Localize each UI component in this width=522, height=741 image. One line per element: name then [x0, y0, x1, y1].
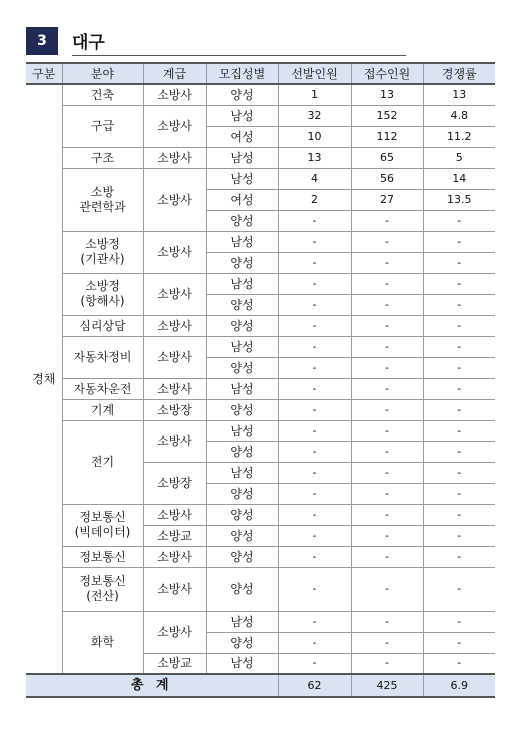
applied-cell: - — [351, 252, 423, 273]
applied-cell: - — [351, 462, 423, 483]
section-header — [26, 27, 406, 57]
field-cell: 자동차운전 — [62, 378, 143, 399]
ratio-cell: - — [423, 399, 495, 420]
selected-cell: - — [278, 611, 351, 632]
ratio-cell: - — [423, 653, 495, 674]
applied-cell: - — [351, 273, 423, 294]
ratio-cell: - — [423, 441, 495, 462]
table-header-row — [26, 63, 495, 84]
grade-cell: 소방사 — [143, 336, 206, 378]
selected-cell: - — [278, 483, 351, 504]
field-line-1: 소방정 — [85, 279, 120, 293]
table-row — [26, 231, 495, 252]
gender-cell: 남성 — [206, 105, 278, 126]
applied-cell: - — [351, 378, 423, 399]
header-applied: 접수인원 — [351, 63, 423, 84]
header-field: 분야 — [62, 63, 143, 84]
gender-cell: 양성 — [206, 441, 278, 462]
field-line-2: (빅데이터) — [74, 525, 131, 539]
applied-cell: - — [351, 483, 423, 504]
table-row — [26, 147, 495, 168]
ratio-cell: 5 — [423, 147, 495, 168]
total-row — [26, 674, 495, 697]
applied-cell: 27 — [351, 189, 423, 210]
category-cell: 경채 — [26, 84, 62, 674]
gender-cell: 남성 — [206, 147, 278, 168]
gender-cell: 양성 — [206, 357, 278, 378]
gender-cell: 남성 — [206, 273, 278, 294]
header-gender: 모집성별 — [206, 63, 278, 84]
field-line-2: (전산) — [86, 589, 119, 603]
field-line-1: 정보통신 — [79, 574, 126, 588]
table-row — [26, 504, 495, 525]
gender-cell: 양성 — [206, 84, 278, 105]
field-cell — [62, 567, 143, 611]
grade-cell: 소방사 — [143, 420, 206, 462]
table-row — [26, 168, 495, 189]
table-row — [26, 546, 495, 567]
selected-cell: - — [278, 567, 351, 611]
ratio-cell: - — [423, 420, 495, 441]
gender-cell: 남성 — [206, 462, 278, 483]
grade-cell: 소방사 — [143, 105, 206, 147]
selected-cell: - — [278, 632, 351, 653]
ratio-cell: - — [423, 336, 495, 357]
grade-cell: 소방사 — [143, 147, 206, 168]
field-line-1: 소방정 — [85, 237, 120, 251]
ratio-cell: - — [423, 567, 495, 611]
ratio-cell: 13 — [423, 84, 495, 105]
field-cell: 건축 — [62, 84, 143, 105]
field-cell: 전기 — [62, 420, 143, 504]
grade-cell: 소방사 — [143, 84, 206, 105]
field-line-2: (기관사) — [80, 252, 125, 266]
selected-cell: - — [278, 252, 351, 273]
total-selected: 62 — [278, 674, 351, 697]
grade-cell: 소방사 — [143, 567, 206, 611]
table-row — [26, 105, 495, 126]
gender-cell: 양성 — [206, 294, 278, 315]
ratio-cell: - — [423, 252, 495, 273]
selected-cell: 1 — [278, 84, 351, 105]
selected-cell: - — [278, 504, 351, 525]
field-cell — [62, 231, 143, 273]
gender-cell: 남성 — [206, 611, 278, 632]
applied-cell: - — [351, 567, 423, 611]
table-row — [26, 420, 495, 441]
gender-cell: 남성 — [206, 378, 278, 399]
field-line-1: 소방 — [90, 184, 115, 199]
selected-cell: - — [278, 420, 351, 441]
ratio-cell: - — [423, 546, 495, 567]
header-category: 구분 — [26, 63, 62, 84]
ratio-cell: - — [423, 525, 495, 546]
grade-cell: 소방교 — [143, 653, 206, 674]
ratio-cell: - — [423, 294, 495, 315]
field-cell — [62, 273, 143, 315]
selected-cell: - — [278, 357, 351, 378]
gender-cell: 남성 — [206, 168, 278, 189]
selected-cell: 32 — [278, 105, 351, 126]
selected-cell: - — [278, 378, 351, 399]
applied-cell: 13 — [351, 84, 423, 105]
grade-cell: 소방사 — [143, 378, 206, 399]
gender-cell: 남성 — [206, 653, 278, 674]
grade-cell: 소방교 — [143, 525, 206, 546]
applied-cell: - — [351, 399, 423, 420]
selected-cell: - — [278, 273, 351, 294]
selected-cell: - — [278, 462, 351, 483]
applied-cell: - — [351, 294, 423, 315]
selected-cell: - — [278, 231, 351, 252]
selected-cell: - — [278, 441, 351, 462]
field-cell: 기계 — [62, 399, 143, 420]
field-line-2: 관련학과 — [79, 199, 126, 214]
table-row — [26, 273, 495, 294]
header-grade: 계급 — [143, 63, 206, 84]
gender-cell: 양성 — [206, 546, 278, 567]
gender-cell: 양성 — [206, 315, 278, 336]
selected-cell: - — [278, 399, 351, 420]
applied-cell: 152 — [351, 105, 423, 126]
ratio-cell: - — [423, 378, 495, 399]
grade-cell: 소방사 — [143, 611, 206, 653]
field-cell — [62, 504, 143, 546]
ratio-cell: 4.8 — [423, 105, 495, 126]
field-cell: 정보통신 — [62, 546, 143, 567]
ratio-cell: - — [423, 483, 495, 504]
ratio-cell: - — [423, 357, 495, 378]
ratio-cell: - — [423, 273, 495, 294]
ratio-cell: 13.5 — [423, 189, 495, 210]
field-cell: 자동차정비 — [62, 336, 143, 378]
grade-cell: 소방사 — [143, 231, 206, 273]
table-row — [26, 399, 495, 420]
ratio-cell: - — [423, 315, 495, 336]
gender-cell: 남성 — [206, 336, 278, 357]
field-cell: 심리상담 — [62, 315, 143, 336]
applied-cell: - — [351, 231, 423, 252]
header-ratio: 경쟁률 — [423, 63, 495, 84]
selected-cell: 10 — [278, 126, 351, 147]
applied-cell: - — [351, 420, 423, 441]
applied-cell: 112 — [351, 126, 423, 147]
gender-cell: 양성 — [206, 567, 278, 611]
selected-cell: 13 — [278, 147, 351, 168]
gender-cell: 양성 — [206, 525, 278, 546]
ratio-cell: - — [423, 462, 495, 483]
field-cell — [62, 168, 143, 231]
applied-cell: - — [351, 504, 423, 525]
applied-cell: 56 — [351, 168, 423, 189]
applied-cell: - — [351, 357, 423, 378]
gender-cell: 남성 — [206, 231, 278, 252]
grade-cell: 소방사 — [143, 546, 206, 567]
grade-cell: 소방사 — [143, 273, 206, 315]
selected-cell: - — [278, 546, 351, 567]
gender-cell: 여성 — [206, 126, 278, 147]
grade-cell: 소방장 — [143, 399, 206, 420]
field-cell: 구조 — [62, 147, 143, 168]
recruitment-table — [26, 62, 495, 698]
table-row — [26, 567, 495, 611]
applied-cell: - — [351, 546, 423, 567]
grade-cell: 소방사 — [143, 168, 206, 231]
selected-cell: - — [278, 525, 351, 546]
gender-cell: 양성 — [206, 252, 278, 273]
applied-cell: - — [351, 336, 423, 357]
gender-cell: 남성 — [206, 420, 278, 441]
ratio-cell: - — [423, 611, 495, 632]
applied-cell: - — [351, 632, 423, 653]
selected-cell: - — [278, 336, 351, 357]
ratio-cell: - — [423, 504, 495, 525]
grade-cell: 소방사 — [143, 504, 206, 525]
table-row — [26, 611, 495, 632]
grade-cell: 소방장 — [143, 462, 206, 504]
gender-cell: 양성 — [206, 399, 278, 420]
ratio-cell: - — [423, 632, 495, 653]
field-line-2: (항해사) — [80, 294, 125, 308]
section-title: 대구 — [72, 33, 105, 53]
gender-cell: 양성 — [206, 632, 278, 653]
table-row — [26, 84, 495, 105]
gender-cell: 여성 — [206, 189, 278, 210]
ratio-cell: - — [423, 210, 495, 231]
gender-cell: 양성 — [206, 483, 278, 504]
table-row — [26, 336, 495, 357]
selected-cell: - — [278, 315, 351, 336]
total-label: 총 계 — [26, 674, 278, 697]
selected-cell: - — [278, 210, 351, 231]
selected-cell: - — [278, 294, 351, 315]
gender-cell: 양성 — [206, 210, 278, 231]
field-cell: 구급 — [62, 105, 143, 147]
applied-cell: 65 — [351, 147, 423, 168]
table-row — [26, 378, 495, 399]
total-applied: 425 — [351, 674, 423, 697]
applied-cell: - — [351, 315, 423, 336]
ratio-cell: 14 — [423, 168, 495, 189]
field-line-1: 정보통신 — [79, 510, 126, 524]
gender-cell: 양성 — [206, 504, 278, 525]
header-selected: 선발인원 — [278, 63, 351, 84]
applied-cell: - — [351, 210, 423, 231]
field-cell: 화학 — [62, 611, 143, 674]
selected-cell: 2 — [278, 189, 351, 210]
ratio-cell: 11.2 — [423, 126, 495, 147]
table-row — [26, 315, 495, 336]
section-divider — [72, 55, 406, 56]
applied-cell: - — [351, 611, 423, 632]
total-ratio: 6.9 — [423, 674, 495, 697]
applied-cell: - — [351, 653, 423, 674]
grade-cell: 소방사 — [143, 315, 206, 336]
ratio-cell: - — [423, 231, 495, 252]
applied-cell: - — [351, 441, 423, 462]
selected-cell: 4 — [278, 168, 351, 189]
applied-cell: - — [351, 525, 423, 546]
selected-cell: - — [278, 653, 351, 674]
section-number-badge: 3 — [26, 27, 58, 55]
